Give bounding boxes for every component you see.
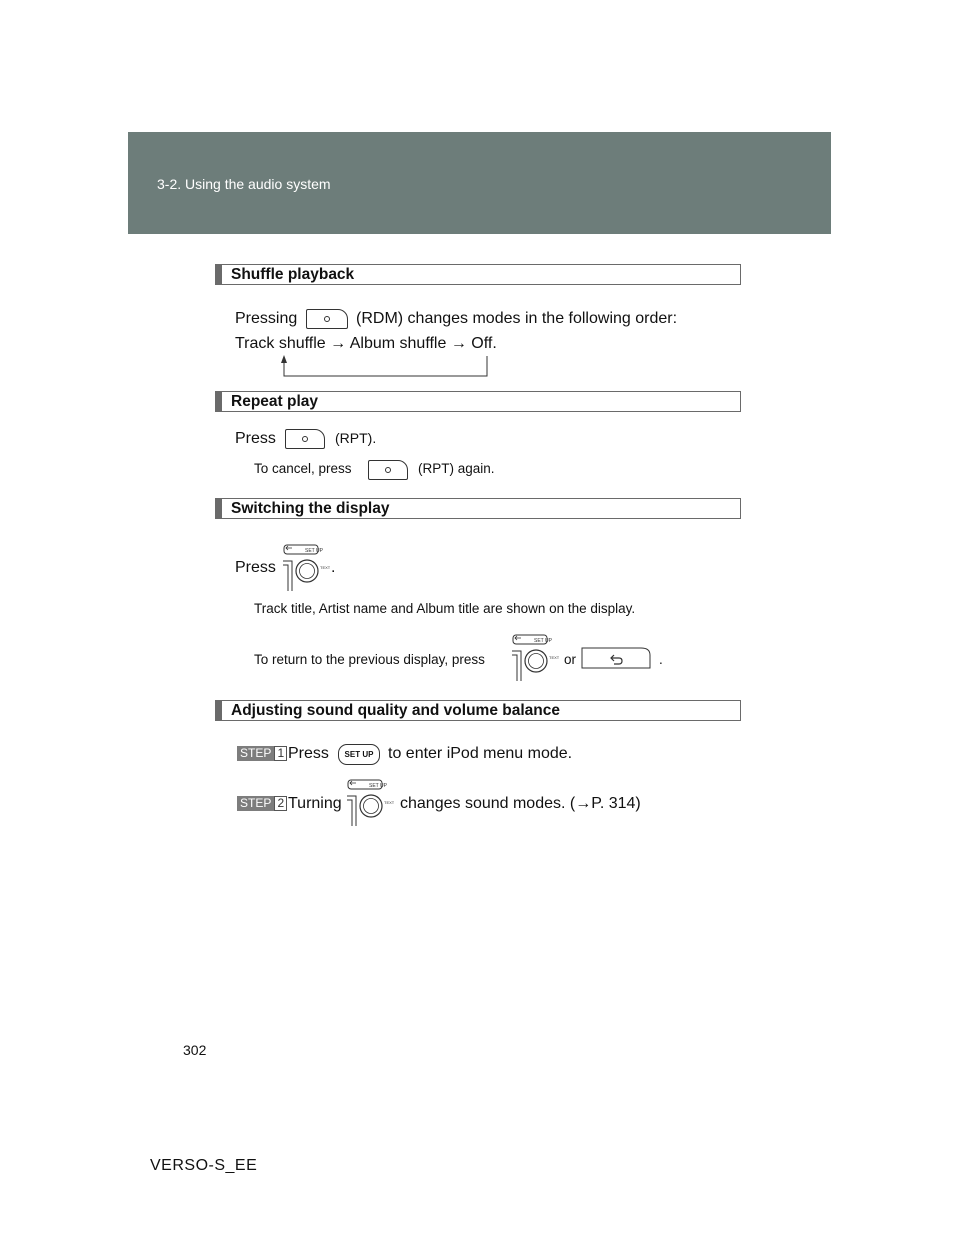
text-rpt: (RPT). <box>335 430 377 446</box>
step-1-badge <box>237 746 287 761</box>
setup-button-icon: SET UP <box>338 744 380 765</box>
svg-text:TEXT: TEXT <box>320 565 330 570</box>
text-return-end: . <box>659 652 663 667</box>
svg-text:TEXT: TEXT <box>549 655 559 660</box>
text-album-shuffle: Album shuffle <box>349 335 447 352</box>
svg-text:SET UP: SET UP <box>369 783 387 789</box>
shuffle-line-1 <box>235 310 297 328</box>
text-pressing: Pressing <box>235 310 298 327</box>
breadcrumb: 3-2. Using the audio system <box>157 176 331 192</box>
shuffle-line-1-tail: (RDM) changes modes in the following order: <box>356 310 678 327</box>
step-1-tail: to enter iPod menu mode. <box>388 745 573 762</box>
text-press: Press <box>235 430 276 447</box>
tune-knob-icon <box>280 543 330 593</box>
arrow-icon: → <box>450 335 467 352</box>
text-rpt-again: (RPT) again. <box>418 461 495 476</box>
step-2-text: Turning <box>288 795 342 812</box>
section-shuffle-playback <box>215 264 741 285</box>
back-arrow-icon <box>581 647 651 669</box>
rdm-button-icon <box>306 309 348 329</box>
svg-text:SET UP: SET UP <box>534 638 552 644</box>
text-changes: changes sound modes. ( <box>400 795 576 812</box>
model-code: VERSO-S_EE <box>150 1157 258 1174</box>
section-title: Adjusting sound quality and volume balance <box>231 702 560 719</box>
text-press: Press <box>235 559 276 576</box>
section-title: Switching the display <box>231 500 390 517</box>
rpt-button-icon <box>368 460 408 480</box>
section-adjust-sound <box>215 700 741 721</box>
section-repeat-play <box>215 391 741 412</box>
step-number: 1 <box>274 746 287 761</box>
svg-text:TEXT: TEXT <box>384 800 394 805</box>
page-number: 302 <box>183 1042 207 1058</box>
text-cancel: To cancel, press <box>254 461 352 476</box>
step-1-text: Press <box>288 745 329 762</box>
arrow-icon: → <box>330 335 347 352</box>
shuffle-line-2 <box>235 335 497 353</box>
section-title: Shuffle playback <box>231 266 355 283</box>
page-header <box>128 132 831 234</box>
step-number: 2 <box>274 796 287 811</box>
tune-knob-icon <box>344 778 394 828</box>
text-track-shuffle: Track shuffle <box>235 335 326 352</box>
svg-text:SET UP: SET UP <box>305 548 323 554</box>
text-return: To return to the previous display, press <box>254 652 485 667</box>
step-label: STEP <box>237 796 274 811</box>
step-2-badge <box>237 796 287 811</box>
text-display-info: Track title, Artist name and Album title are shown on the display. <box>254 601 636 616</box>
tune-knob-icon <box>509 633 559 683</box>
section-switching-display <box>215 498 741 519</box>
rpt-button-icon <box>285 429 325 449</box>
text-or: or <box>564 652 577 667</box>
arrow-icon: → <box>575 795 592 812</box>
step-2-tail <box>400 795 641 813</box>
step-label: STEP <box>237 746 274 761</box>
text-off: Off. <box>471 335 497 352</box>
cycle-return-arrow-icon <box>278 354 492 380</box>
section-title: Repeat play <box>231 393 319 410</box>
page-ref-link[interactable]: P. 314) <box>591 795 641 812</box>
text-period: . <box>331 559 336 576</box>
